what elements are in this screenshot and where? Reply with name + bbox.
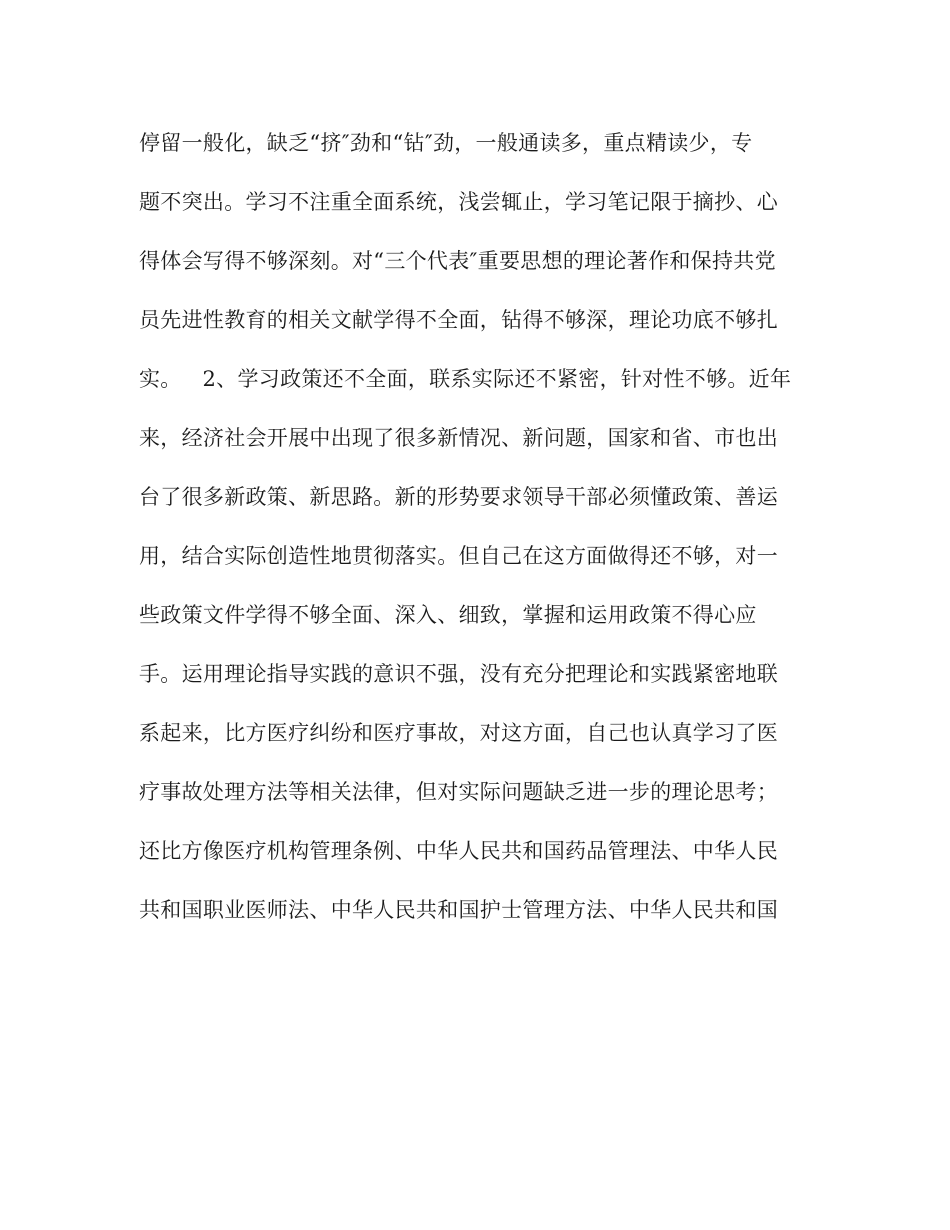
text-line: 系起来，比方医疗纠纷和医疗事故，对这方面，自己也认真学习了医 <box>139 721 778 745</box>
text-line: 用，结合实际创造性地贯彻落实。但自己在这方面做得还不够，对一 <box>139 544 778 568</box>
text-line: 员先进性教育的相关文献学得不全面，钻得不够深，理论功底不够扎 <box>139 308 778 332</box>
body-text <box>139 122 819 948</box>
text-line: 台了很多新政策、新思路。新的形势要求领导干部必须懂政策、善运 <box>139 485 778 509</box>
text-line: 停留一般化，缺乏“挤″劲和“钻″劲，一般通读多，重点精读少，专 <box>139 131 753 155</box>
text-line: 些政策文件学得不够全面、深入、细致，掌握和运用政策不得心应 <box>139 603 757 627</box>
text-line: 题不突出。学习不注重全面系统，浅尝辄止，学习笔记限于摘抄、心 <box>139 190 778 214</box>
text-line: 来，经济社会开展中出现了很多新情况、新问题，国家和省、市也出 <box>139 426 778 450</box>
text-line: 疗事故处理方法等相关法律，但对实际问题缺乏进一步的理论思考； <box>139 780 778 804</box>
text-line: 还比方像医疗机构管理条例、中华人民共和国药品管理法、中华人民 <box>139 839 778 863</box>
text-line: 得体会写得不够深刻。对“三个代表″重要思想的理论著作和保持共党 <box>139 249 776 273</box>
text-line: 共和国职业医师法、中华人民共和国护士管理方法、中华人民共和国 <box>139 898 778 922</box>
text-line: 实。 2、学习政策还不全面，联系实际还不紧密，针对性不够。近年 <box>139 367 792 391</box>
text-line: 手。运用理论指导实践的意识不强，没有充分把理论和实践紧密地联 <box>139 662 778 686</box>
